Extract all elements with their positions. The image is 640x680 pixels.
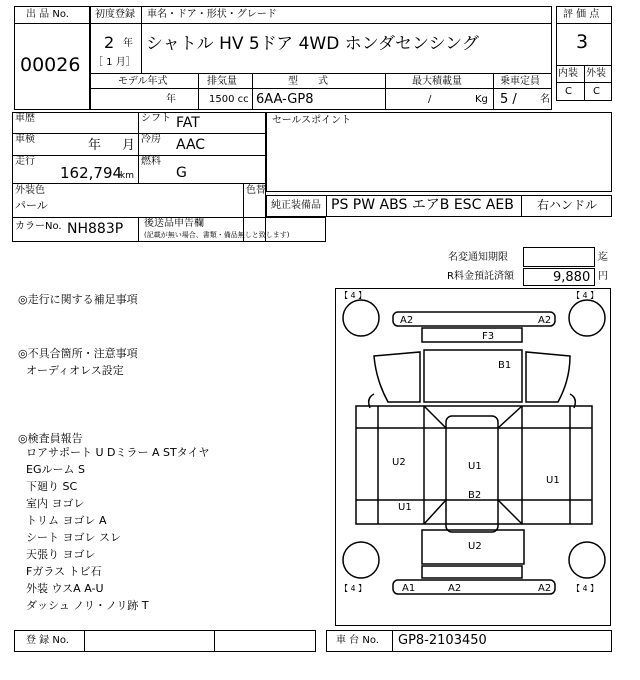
inspector-item: ダッシュ ノリ・ノリ跡 T	[26, 599, 149, 612]
rating-value: 3	[576, 31, 589, 53]
inspection-label: 車検	[15, 134, 35, 145]
rear-panel	[422, 566, 522, 578]
mark-trunk: U2	[468, 541, 482, 552]
inspector-item: 室内 ヨゴレ	[26, 497, 85, 510]
right-front-fender	[526, 352, 570, 402]
inspector-item: ロアサポート U Dミラー A STタイヤ	[26, 446, 210, 459]
inspector-item: トリム ヨゴレ A	[26, 514, 107, 527]
ext-color-label: 外装色	[15, 185, 45, 196]
interior-grade: C	[565, 86, 572, 97]
year-unit: 年	[123, 38, 133, 49]
history-label: 車歴	[15, 113, 35, 124]
mark-front-bumper-left: A2	[400, 315, 414, 326]
mileage: 162,794	[60, 164, 123, 182]
mark-hood: B1	[498, 360, 512, 371]
defect-item: オーディオレス設定	[26, 364, 124, 377]
ac-label: 冷房	[141, 134, 161, 145]
recolor-label: 色替	[246, 185, 266, 196]
mark-roof-rear: B2	[468, 490, 482, 501]
recycle-amount: 9,880	[553, 270, 591, 285]
max-load-unit: Kg	[475, 94, 488, 105]
hood	[424, 350, 522, 402]
mark-left-door: U2	[392, 457, 406, 468]
equipment-label: 純正装備品	[271, 200, 321, 211]
tire-rear-right	[569, 542, 605, 578]
car-name: シャトル HV 5ドア 4WD ホンダセンシング	[146, 34, 479, 54]
roof	[446, 416, 498, 532]
tire-rear-left	[343, 542, 379, 578]
rating-label: 評 価 点	[563, 9, 600, 20]
inspector-item: 天張り ヨゴレ	[26, 548, 96, 561]
inspector-title: ◎検査員報告	[18, 432, 83, 445]
lot-no-label: 出 品 No.	[26, 9, 69, 20]
mark-front-panel: F3	[482, 331, 495, 342]
color-no: NH883P	[67, 221, 124, 237]
color-no-label: カラーNo.	[15, 221, 62, 232]
docs-note: (記載が無い場合、書類・備品無しと致します)	[144, 231, 290, 239]
first-reg-year: 2	[104, 33, 115, 52]
tire-label-tr: 【 4 】	[572, 291, 599, 300]
ac: AAC	[176, 137, 206, 153]
inspection-year: 年	[88, 138, 102, 153]
inspector-item: シート ヨゴレ スレ	[26, 531, 121, 544]
transfer-deadline-label: 名変通知期限	[448, 252, 508, 263]
front-bumper	[393, 312, 555, 326]
driving-title: ◎走行に関する補足事項	[18, 293, 138, 306]
tire-label-tl: 【 4 】	[340, 291, 367, 300]
model-label: 車名・ドア・形状・グレード	[147, 9, 277, 20]
type-value: 6AA-GP8	[256, 92, 314, 107]
mileage-unit: km	[120, 171, 134, 181]
max-load-slash: /	[428, 94, 432, 105]
displacement: 1500 cc	[209, 94, 249, 105]
inspection-month: 月	[122, 138, 136, 153]
mark-left-rear-door: U1	[398, 502, 412, 513]
recycle-unit: 円	[598, 271, 608, 282]
chassis-no: GP8-2103450	[398, 633, 487, 648]
mark-rear-bumper-right: A2	[538, 583, 552, 594]
displacement-label: 排気量	[207, 76, 237, 87]
capacity: 5 /	[500, 92, 517, 107]
mark-right-door: U1	[546, 475, 560, 486]
tire-front-right	[569, 300, 605, 336]
recycle-label: R料金預託済額	[447, 271, 514, 282]
inspector-item: Fガラス トビ石	[26, 565, 102, 578]
transfer-deadline-unit: 迄	[598, 252, 608, 263]
capacity-unit: 名	[540, 94, 550, 105]
max-load-label: 最大積載量	[412, 76, 462, 87]
mileage-label: 走行	[15, 156, 35, 167]
tire-label-br: 【 4 】	[572, 584, 599, 593]
inspector-item: 外装 ウスA A-U	[26, 582, 104, 595]
exterior-grade: C	[593, 86, 600, 97]
first-reg-month: ［ 1 月］	[93, 57, 136, 68]
first-reg-label: 初度登録	[95, 9, 135, 20]
inspector-item: 下廻り SC	[26, 480, 78, 493]
inspector-item: EGルーム S	[26, 463, 85, 476]
fuel: G	[176, 165, 187, 181]
equipment: PS PW ABS エアB ESC AEB	[331, 197, 514, 213]
shift: FAT	[176, 115, 200, 131]
lot-no: 00026	[20, 54, 81, 76]
front-panel	[422, 328, 522, 342]
reg-no-label: 登 録 No.	[26, 635, 69, 646]
tire-label-bl: 【 4 】	[340, 584, 367, 593]
rear-bumper	[393, 580, 555, 594]
defects-title: ◎不具合箇所・注意事項	[18, 347, 138, 360]
mark-front-bumper-right: A2	[538, 315, 552, 326]
left-front-fender	[374, 352, 420, 402]
model-year-unit: 年	[166, 94, 176, 105]
model-year-label: モデル年式	[118, 76, 168, 87]
chassis-label: 車 台 No.	[336, 635, 379, 646]
interior-label: 内装	[558, 68, 578, 79]
docs-label: 後送品申告欄	[144, 218, 204, 229]
sales-point-label: セールスポイント	[272, 115, 352, 126]
capacity-label: 乗車定員	[500, 76, 540, 87]
exterior-label: 外装	[586, 68, 606, 79]
steering: 右ハンドル	[537, 198, 598, 212]
shift-label: シフト	[141, 113, 171, 124]
type-label: 型 式	[288, 76, 328, 87]
mark-rear-bumper-left: A1	[402, 583, 416, 594]
ext-color: パール	[15, 199, 48, 212]
tire-front-left	[343, 300, 379, 336]
fuel-label: 燃料	[141, 156, 161, 167]
mark-roof-front: U1	[468, 461, 482, 472]
mark-rear-bumper-mid: A2	[448, 583, 462, 594]
